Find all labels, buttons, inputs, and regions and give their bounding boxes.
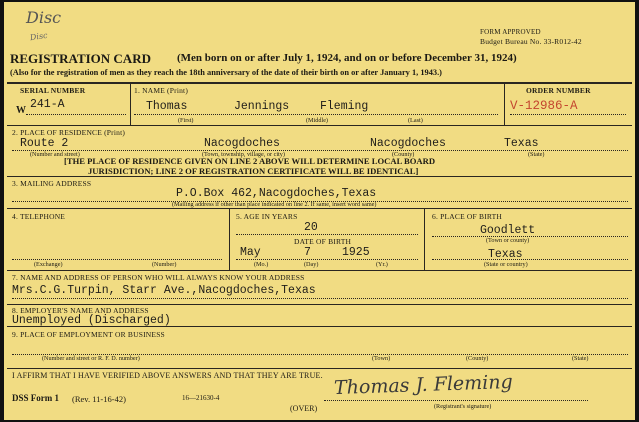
- order-number-value: V-12986-A: [510, 99, 578, 113]
- contact-label: 7. NAME AND ADDRESS OF PERSON WHO WILL ALWAYS KNOW YOUR ADDRESS: [12, 273, 305, 282]
- birth-town-caption: (Town or county): [486, 237, 530, 244]
- date-of-birth-label: DATE OF BIRTH: [294, 237, 352, 246]
- birth-state: Texas: [488, 248, 523, 261]
- place-of-birth-label: 6. PLACE OF BIRTH: [432, 212, 503, 221]
- employment-street-caption: (Number and street or R. F. D. number): [42, 355, 140, 362]
- residence-county-caption: (County): [392, 151, 415, 158]
- birth-state-caption: (State or country): [484, 261, 528, 268]
- affirmation-text: I AFFIRM THAT I HAVE VERIFIED ABOVE ANSWERS AND THAT THEY ARE TRUE.: [12, 371, 323, 380]
- residence-street: Route 2: [20, 137, 69, 150]
- birth-day: 7: [304, 246, 311, 259]
- residence-state-caption: (State): [528, 151, 545, 158]
- employment-county-caption: (County): [466, 355, 489, 362]
- employer-label: 8. EMPLOYER'S NAME AND ADDRESS: [12, 306, 149, 315]
- age-value: 20: [304, 221, 318, 234]
- residence-town-caption: (Town, township, village, or city): [202, 151, 285, 158]
- registrant-signature: Thomas J. Fleming: [333, 370, 514, 400]
- middle-caption: (Middle): [306, 117, 328, 124]
- budget-bureau-text: Budget Bureau No. 33-R012-42: [480, 37, 582, 46]
- place-of-employment-label: 9. PLACE OF EMPLOYMENT OR BUSINESS: [12, 330, 165, 339]
- form-id: DSS Form 1: [12, 393, 59, 403]
- first-name: Thomas: [146, 100, 188, 113]
- birth-month: May: [240, 246, 261, 259]
- serial-prefix: W: [16, 105, 26, 116]
- residence-street-caption: (Number and street): [30, 151, 80, 158]
- month-caption: (Mo.): [254, 261, 269, 268]
- card-title-range: (Men born on or after July 1, 1924, and on or before December 31, 1924): [177, 52, 517, 64]
- order-number-label: ORDER NUMBER: [526, 86, 591, 95]
- residence-county: Nacogdoches: [370, 137, 446, 150]
- day-caption: (Day): [304, 261, 319, 268]
- form-revision: (Rev. 11-16-42): [72, 394, 126, 404]
- birth-town: Goodlett: [480, 224, 536, 237]
- residence-notice-line2: JURISDICTION; LINE 2 OF REGISTRATION CERTIFICATE WILL BE IDENTICAL]: [88, 166, 419, 176]
- card-subtitle: (Also for the registration of men as they reach the 18th anniversary of the date of their birth on or after January 1, 1943.): [10, 68, 442, 77]
- telephone-number-caption: (Number): [152, 261, 177, 268]
- telephone-label: 4. TELEPHONE: [12, 212, 66, 221]
- contact-value: Mrs.C.G.Turpin, Starr Ave.,Nacogdoches,Texas: [12, 284, 316, 297]
- print-number: 16—21630-4: [182, 394, 220, 402]
- last-caption: (Last): [408, 117, 423, 124]
- middle-name: Jennings: [234, 100, 290, 113]
- first-caption: (First): [178, 117, 194, 124]
- employment-town-caption: (Town): [372, 355, 391, 362]
- residence-notice-line1: [THE PLACE OF RESIDENCE GIVEN ON LINE 2 ABOVE WILL DETERMINE LOCAL BOARD: [64, 156, 436, 166]
- employment-state-caption: (State): [572, 355, 589, 362]
- year-caption: (Yr.): [376, 261, 388, 268]
- mailing-address-caption: (Mailing address if other than place indicated on line 2. If same, insert word same): [172, 201, 377, 208]
- serial-number-value: 241-A: [30, 98, 65, 111]
- mailing-address-label: 3. MAILING ADDRESS: [12, 179, 92, 188]
- last-name: Fleming: [320, 100, 369, 113]
- residence-state: Texas: [504, 137, 539, 150]
- mailing-address-value: P.O.Box 462,Nacogdoches,Texas: [176, 187, 377, 200]
- age-label: 5. AGE IN YEARS: [236, 212, 298, 221]
- card-title: REGISTRATION CARD: [10, 51, 151, 66]
- form-approved-text: FORM APPROVED: [480, 28, 541, 36]
- registration-card: [4, 2, 635, 420]
- telephone-exchange-caption: (Exchange): [34, 261, 63, 268]
- signature-caption: (Registrant's signature): [434, 403, 492, 410]
- over-text: (OVER): [290, 404, 318, 413]
- disc-annotation: Disc: [26, 8, 62, 27]
- disc-annotation-small: Disc: [29, 30, 49, 43]
- serial-number-label: SERIAL NUMBER: [20, 86, 86, 95]
- employer-value: Unemployed (Discharged): [12, 314, 171, 327]
- residence-town: Nacogdoches: [204, 137, 280, 150]
- birth-year: 1925: [342, 246, 370, 259]
- name-label: 1. NAME (Print): [134, 86, 189, 95]
- residence-label: 2. PLACE OF RESIDENCE (Print): [12, 128, 126, 137]
